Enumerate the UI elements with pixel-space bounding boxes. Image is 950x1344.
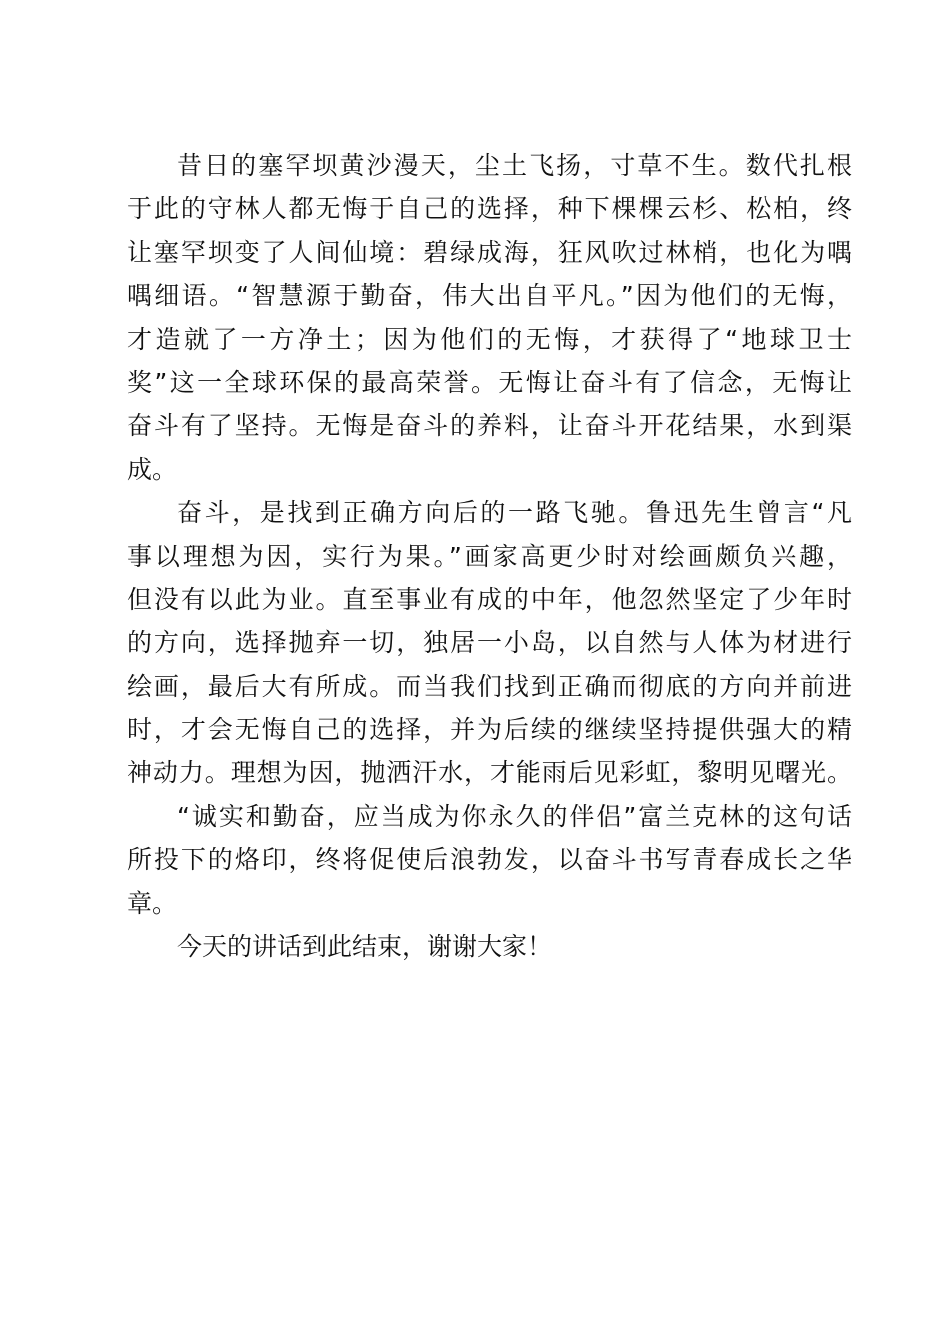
- text-line: 今天的讲话到此结束，谢谢大家！: [177, 932, 553, 962]
- text-line: 成。: [127, 454, 178, 484]
- text-line: 章。: [127, 888, 178, 918]
- text-line: 喁细语。“智慧源于勤奋，伟大出自平凡。”因为他们的无悔，: [127, 281, 852, 311]
- document-body: [127, 144, 852, 968]
- text-line: 于此的守林人都无悔于自己的选择，种下棵棵云杉、松柏，终: [127, 194, 852, 224]
- text-line: 昔日的塞罕坝黄沙漫天，尘土飞扬，寸草不生。数代扎根: [177, 151, 852, 180]
- text-line: 所投下的烙印，终将促使后浪勃发，以奋斗书写青春成长之华: [127, 845, 852, 875]
- text-line: 神动力。理想为因，抛洒汗水，才能雨后见彩虹，黎明见曙光。: [127, 758, 852, 788]
- text-line: 奋斗，是找到正确方向后的一路飞驰。鲁迅先生曾言“凡: [177, 498, 852, 528]
- paragraph: [127, 144, 852, 491]
- paragraph: [127, 925, 852, 968]
- paragraph: [127, 795, 852, 925]
- text-line: 事以理想为因，实行为果。”画家高更少时对绘画颇负兴趣，: [127, 541, 852, 571]
- text-line: 的方向，选择抛弃一切，独居一小岛，以自然与人体为材进行: [127, 628, 852, 658]
- text-line: “诚实和勤奋，应当成为你永久的伴侣”富兰克林的这句话: [177, 801, 852, 831]
- text-line: 才造就了一方净土；因为他们的无悔，才获得了“地球卫士: [127, 324, 852, 354]
- text-line: 绘画，最后大有所成。而当我们找到正确而彻底的方向并前进: [127, 671, 852, 701]
- text-line: 奖”这一全球环保的最高荣誉。无悔让奋斗有了信念，无悔让: [127, 367, 852, 397]
- text-line: 奋斗有了坚持。无悔是奋斗的养料，让奋斗开花结果，水到渠: [127, 411, 852, 441]
- text-line: 让塞罕坝变了人间仙境：碧绿成海，狂风吹过林梢，也化为喁: [127, 237, 852, 267]
- paragraph: [127, 491, 852, 795]
- text-line: 但没有以此为业。直至事业有成的中年，他忽然坚定了少年时: [127, 584, 852, 614]
- text-line: 时，才会无悔自己的选择，并为后续的继续坚持提供强大的精: [127, 715, 852, 745]
